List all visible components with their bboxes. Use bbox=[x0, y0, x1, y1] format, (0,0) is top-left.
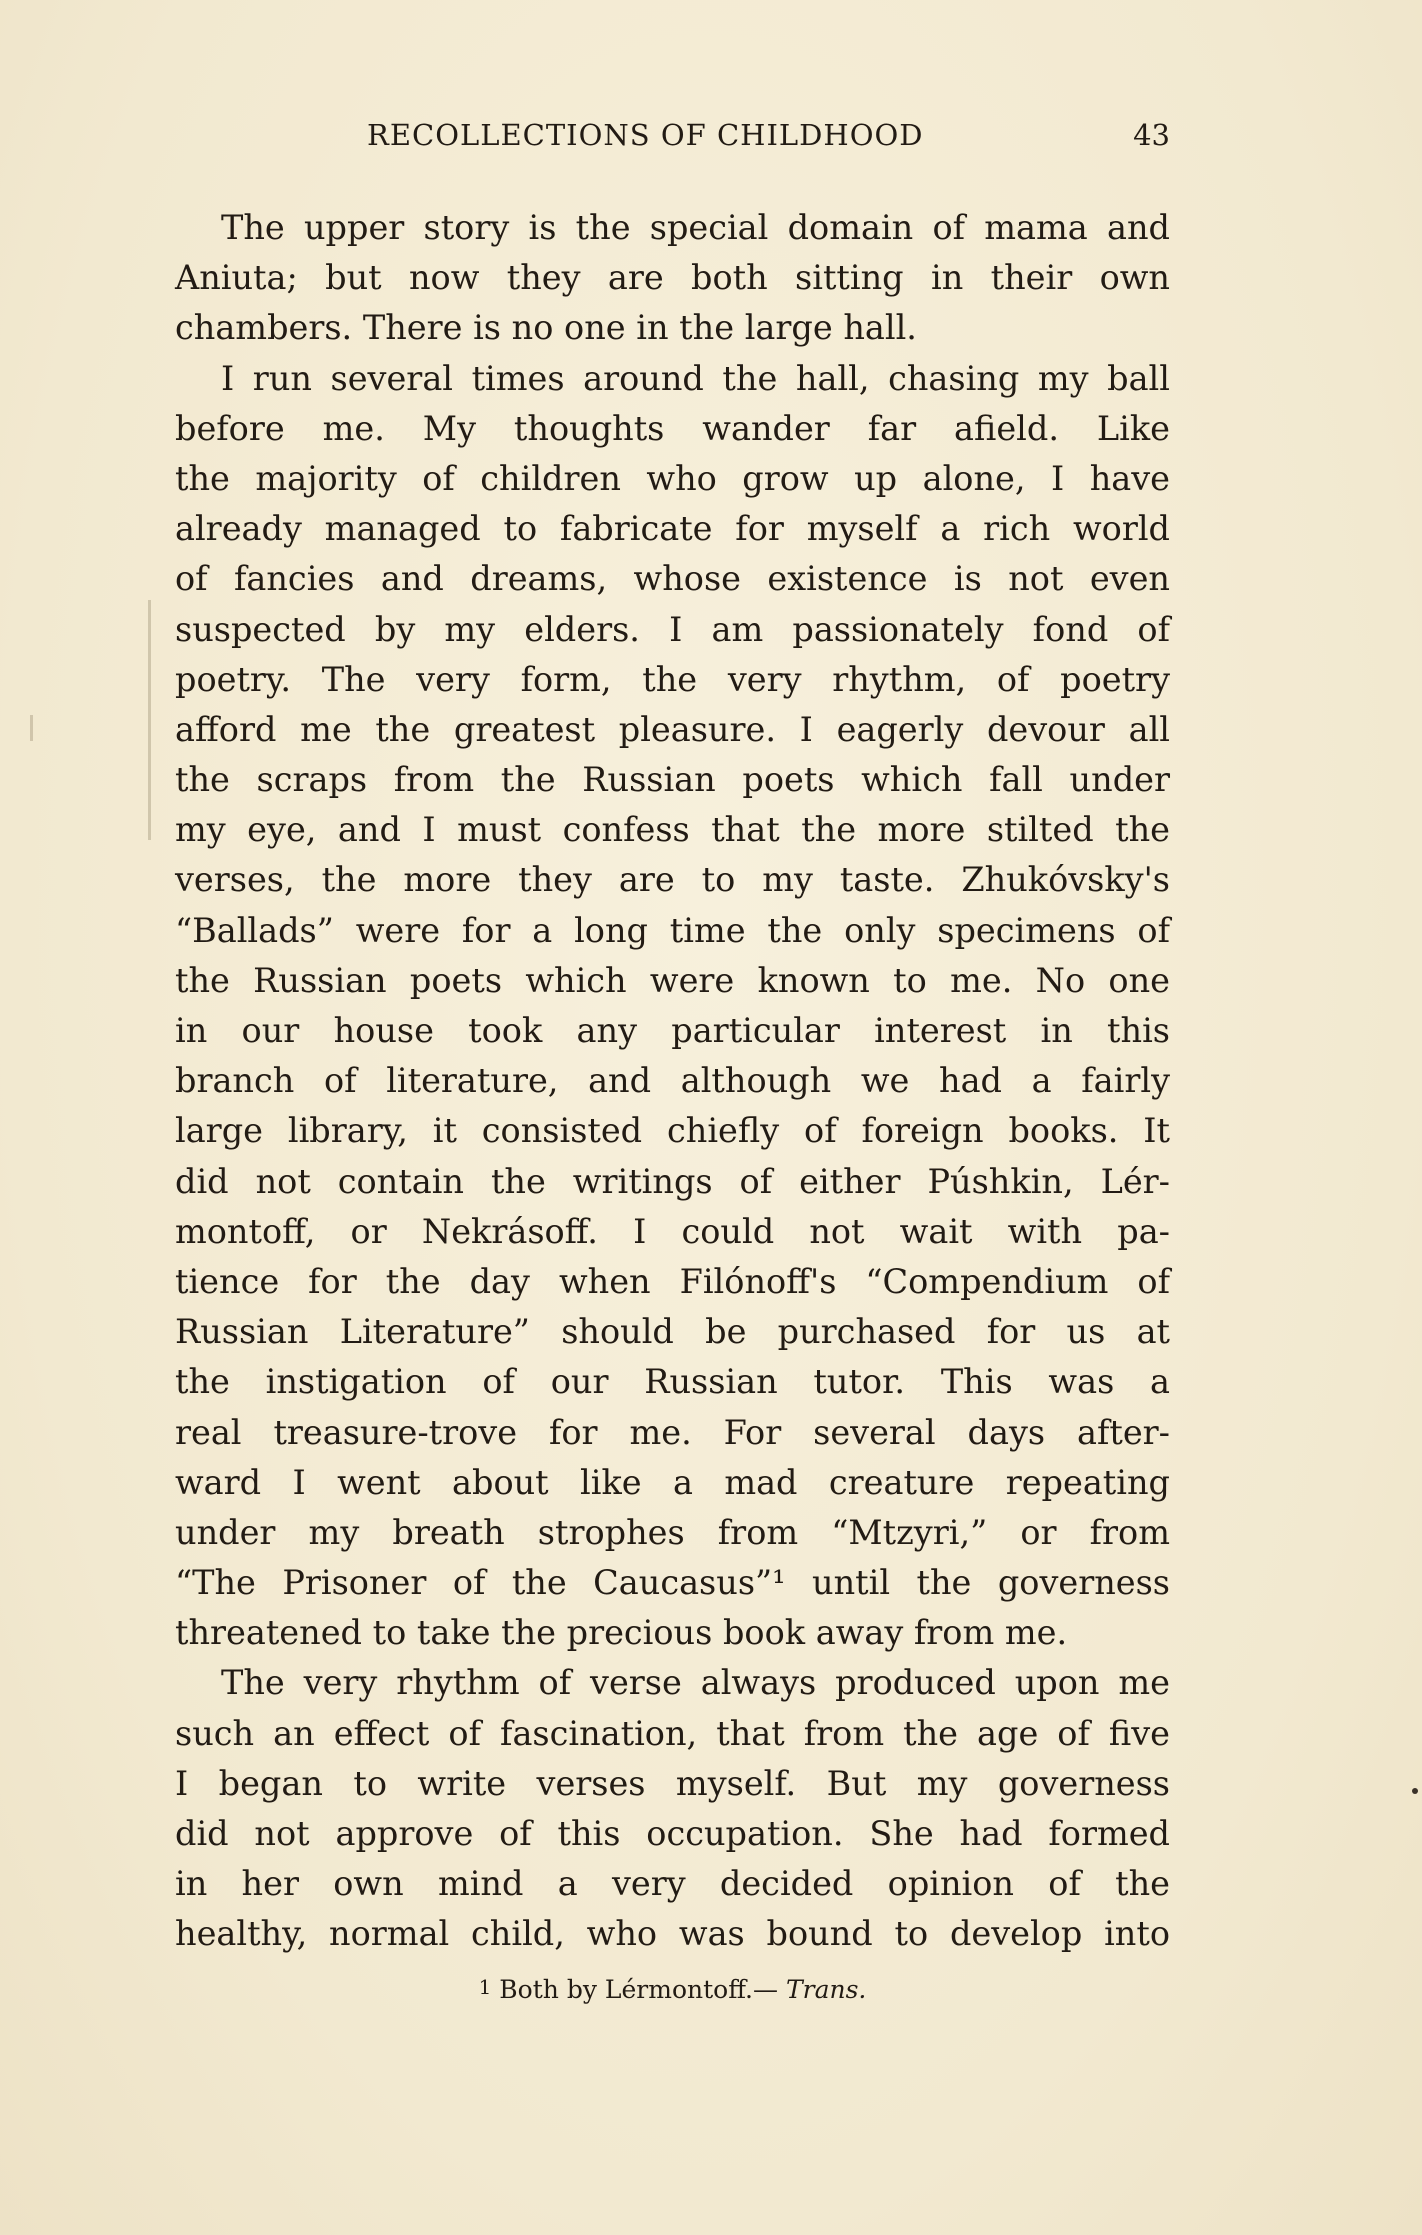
text-line: the scraps from the Russian poets which fall under bbox=[175, 760, 1170, 800]
text-line: did not contain the writings of either Púshkin, Lér- bbox=[175, 1161, 1170, 1201]
text-line: did not approve of this occupation. She had formed bbox=[175, 1814, 1170, 1853]
text-line: ward I went about like a mad creature repeating bbox=[175, 1462, 1170, 1502]
text-line: “Ballads” were for a long time the only specimens of bbox=[175, 910, 1170, 950]
text-line: The very rhythm of verse always produced upon me bbox=[221, 1663, 1170, 1703]
text-line: my eye, and I must confess that the more stilted the bbox=[175, 810, 1170, 850]
margin-crease bbox=[148, 600, 151, 840]
text-line: chambers. There is no one in the large hall. bbox=[175, 308, 917, 348]
text-line: the majority of children who grow up alone, I have bbox=[175, 458, 1170, 498]
text-line: such an effect of fascination, that from the age of five bbox=[175, 1713, 1170, 1753]
footnote-translator: Trans. bbox=[785, 1975, 867, 2004]
text-line: I run several times around the hall, chasing my ball bbox=[221, 358, 1170, 398]
text-line: already managed to fabricate for myself a rich world bbox=[175, 509, 1170, 549]
footnote-mark: 1 bbox=[478, 1975, 492, 1999]
text-line: “The Prisoner of the Caucasus”¹ until the governess bbox=[175, 1563, 1170, 1603]
body-text bbox=[175, 203, 1170, 1960]
running-head bbox=[175, 118, 1170, 158]
text-line: large library, it consisted chiefly of foreign books. It bbox=[175, 1111, 1170, 1151]
text-line: I began to write verses myself. But my governess bbox=[175, 1763, 1170, 1803]
margin-crease bbox=[30, 715, 33, 741]
text-line: of fancies and dreams, whose existence is not even bbox=[175, 559, 1170, 599]
text-line: under my breath strophes from “Mtzyri,” or from bbox=[175, 1512, 1170, 1552]
footnote bbox=[175, 1975, 1170, 2004]
text-line: tience for the day when Filónoff's “Compendium of bbox=[175, 1261, 1170, 1301]
text-line: montoff, or Nekrásoff. I could not wait with pa- bbox=[175, 1211, 1170, 1251]
text-line: before me. My thoughts wander far afield. Like bbox=[175, 408, 1170, 448]
text-line: threatened to take the precious book away from me. bbox=[175, 1613, 1068, 1653]
page-number: 43 bbox=[1133, 118, 1170, 152]
text-line: The upper story is the special domain of mama and bbox=[221, 208, 1170, 247]
margin-speck bbox=[1412, 1788, 1418, 1794]
text-line: real treasure-trove for me. For several days after- bbox=[175, 1412, 1170, 1452]
text-line: the instigation of our Russian tutor. This was a bbox=[175, 1362, 1170, 1402]
text-line: Russian Literature” should be purchased for us at bbox=[175, 1312, 1170, 1352]
text-line: branch of literature, and although we had a fairly bbox=[175, 1061, 1170, 1101]
text-line: afford me the greatest pleasure. I eagerly devour all bbox=[175, 709, 1170, 749]
text-line: Aniuta; but now they are both sitting in their own bbox=[175, 258, 1170, 298]
text-line: poetry. The very form, the very rhythm, of poetry bbox=[175, 659, 1170, 699]
text-line: in our house took any particular interest in this bbox=[175, 1011, 1170, 1050]
text-line: suspected by my elders. I am passionately fond of bbox=[175, 609, 1170, 649]
text-line: verses, the more they are to my taste. Zhukóvsky's bbox=[175, 860, 1170, 900]
text-line: healthy, normal child, who was bound to develop into bbox=[175, 1914, 1170, 1954]
running-title: RECOLLECTIONS OF CHILDHOOD bbox=[367, 118, 924, 152]
footnote-text: Both by Lérmontoff.— bbox=[499, 1975, 779, 2004]
text-line: the Russian poets which were known to me. No one bbox=[175, 960, 1170, 1000]
text-line: in her own mind a very decided opinion of the bbox=[175, 1864, 1170, 1904]
